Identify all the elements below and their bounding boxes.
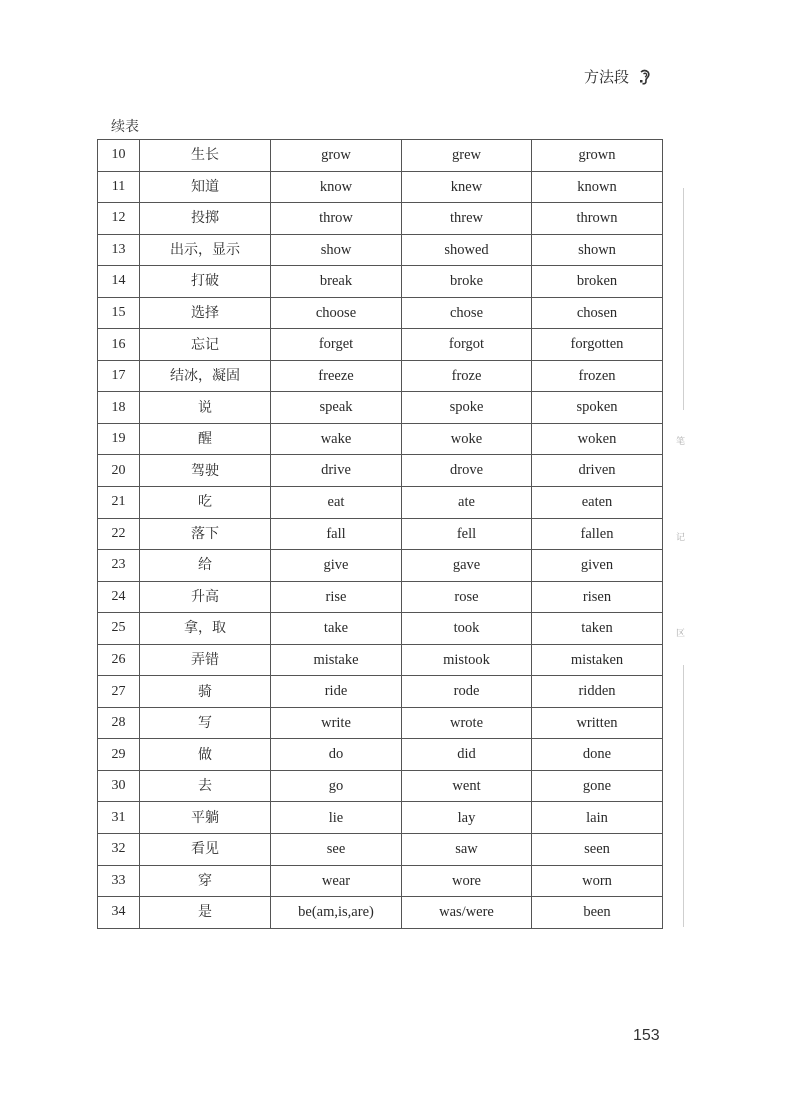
past-tense-cell: saw	[402, 834, 532, 866]
base-form-cell: go	[271, 770, 402, 802]
table-row	[98, 455, 663, 487]
past-participle-cell: spoken	[532, 392, 663, 424]
base-form-cell: forget	[271, 329, 402, 361]
past-participle-cell: written	[532, 707, 663, 739]
past-participle-cell: driven	[532, 455, 663, 487]
base-form-cell: break	[271, 266, 402, 298]
row-number-cell: 24	[98, 581, 140, 613]
past-participle-cell: shown	[532, 234, 663, 266]
row-number-cell: 21	[98, 487, 140, 519]
row-number-cell: 10	[98, 140, 140, 172]
table-row	[98, 234, 663, 266]
chinese-meaning-cell: 打破	[140, 266, 271, 298]
past-tense-cell: fell	[402, 518, 532, 550]
table-row	[98, 329, 663, 361]
chinese-meaning-cell: 知道	[140, 171, 271, 203]
notes-divider-bottom	[683, 665, 684, 927]
table-row	[98, 644, 663, 676]
table-row	[98, 550, 663, 582]
base-form-cell: speak	[271, 392, 402, 424]
table-row	[98, 203, 663, 235]
past-tense-cell: spoke	[402, 392, 532, 424]
base-form-cell: rise	[271, 581, 402, 613]
base-form-cell: mistake	[271, 644, 402, 676]
row-number-cell: 19	[98, 423, 140, 455]
table-row	[98, 171, 663, 203]
past-participle-cell: been	[532, 897, 663, 929]
chinese-meaning-cell: 出示，显示	[140, 234, 271, 266]
chinese-meaning-cell: 给	[140, 550, 271, 582]
past-tense-cell: grew	[402, 140, 532, 172]
page-number: 153	[633, 1027, 660, 1044]
table-row	[98, 297, 663, 329]
chinese-meaning-cell: 骑	[140, 676, 271, 708]
chinese-meaning-cell: 升高	[140, 581, 271, 613]
chinese-meaning-cell: 结冰，凝固	[140, 360, 271, 392]
past-participle-cell: fallen	[532, 518, 663, 550]
past-participle-cell: ridden	[532, 676, 663, 708]
base-form-cell: wake	[271, 423, 402, 455]
past-tense-cell: chose	[402, 297, 532, 329]
past-participle-cell: taken	[532, 613, 663, 645]
past-participle-cell: worn	[532, 865, 663, 897]
table-row	[98, 423, 663, 455]
past-tense-cell: woke	[402, 423, 532, 455]
chinese-meaning-cell: 生长	[140, 140, 271, 172]
past-participle-cell: lain	[532, 802, 663, 834]
chinese-meaning-cell: 吃	[140, 487, 271, 519]
table-row	[98, 266, 663, 298]
base-form-cell: choose	[271, 297, 402, 329]
chinese-meaning-cell: 忘记	[140, 329, 271, 361]
base-form-cell: show	[271, 234, 402, 266]
table-caption: 续表	[111, 119, 139, 135]
row-number-cell: 11	[98, 171, 140, 203]
row-number-cell: 30	[98, 770, 140, 802]
past-participle-cell: forgotten	[532, 329, 663, 361]
row-number-cell: 15	[98, 297, 140, 329]
chinese-meaning-cell: 看见	[140, 834, 271, 866]
past-tense-cell: gave	[402, 550, 532, 582]
table-row	[98, 770, 663, 802]
table-row	[98, 676, 663, 708]
past-tense-cell: took	[402, 613, 532, 645]
table-row	[98, 581, 663, 613]
chinese-meaning-cell: 投掷	[140, 203, 271, 235]
row-number-cell: 33	[98, 865, 140, 897]
chinese-meaning-cell: 平躺	[140, 802, 271, 834]
row-number-cell: 13	[98, 234, 140, 266]
chinese-meaning-cell: 是	[140, 897, 271, 929]
notes-char-2: 记	[676, 533, 686, 543]
base-form-cell: be(am,is,are)	[271, 897, 402, 929]
table-row	[98, 140, 663, 172]
table-row	[98, 802, 663, 834]
table-row	[98, 360, 663, 392]
row-number-cell: 23	[98, 550, 140, 582]
base-form-cell: take	[271, 613, 402, 645]
row-number-cell: 28	[98, 707, 140, 739]
row-number-cell: 27	[98, 676, 140, 708]
row-number-cell: 29	[98, 739, 140, 771]
chinese-meaning-cell: 落下	[140, 518, 271, 550]
past-tense-cell: did	[402, 739, 532, 771]
past-tense-cell: froze	[402, 360, 532, 392]
chinese-meaning-cell: 去	[140, 770, 271, 802]
base-form-cell: eat	[271, 487, 402, 519]
row-number-cell: 12	[98, 203, 140, 235]
past-tense-cell: wore	[402, 865, 532, 897]
chinese-meaning-cell: 拿，取	[140, 613, 271, 645]
table-row	[98, 392, 663, 424]
past-participle-cell: mistaken	[532, 644, 663, 676]
past-participle-cell: thrown	[532, 203, 663, 235]
past-participle-cell: eaten	[532, 487, 663, 519]
past-tense-cell: was/were	[402, 897, 532, 929]
past-participle-cell: frozen	[532, 360, 663, 392]
row-number-cell: 25	[98, 613, 140, 645]
ear-icon	[638, 69, 651, 85]
past-participle-cell: given	[532, 550, 663, 582]
base-form-cell: wear	[271, 865, 402, 897]
row-number-cell: 20	[98, 455, 140, 487]
past-tense-cell: knew	[402, 171, 532, 203]
past-participle-cell: grown	[532, 140, 663, 172]
row-number-cell: 32	[98, 834, 140, 866]
base-form-cell: grow	[271, 140, 402, 172]
table-row	[98, 487, 663, 519]
base-form-cell: know	[271, 171, 402, 203]
past-tense-cell: forgot	[402, 329, 532, 361]
base-form-cell: fall	[271, 518, 402, 550]
past-tense-cell: rose	[402, 581, 532, 613]
notes-divider-top	[683, 188, 684, 410]
table-row	[98, 613, 663, 645]
table-row	[98, 834, 663, 866]
table-row	[98, 518, 663, 550]
base-form-cell: write	[271, 707, 402, 739]
base-form-cell: see	[271, 834, 402, 866]
row-number-cell: 17	[98, 360, 140, 392]
table-row	[98, 739, 663, 771]
past-participle-cell: seen	[532, 834, 663, 866]
past-tense-cell: showed	[402, 234, 532, 266]
past-tense-cell: ate	[402, 487, 532, 519]
chinese-meaning-cell: 说	[140, 392, 271, 424]
past-participle-cell: known	[532, 171, 663, 203]
chinese-meaning-cell: 醒	[140, 423, 271, 455]
base-form-cell: drive	[271, 455, 402, 487]
section-title: 方法段	[584, 68, 630, 86]
past-tense-cell: drove	[402, 455, 532, 487]
base-form-cell: ride	[271, 676, 402, 708]
row-number-cell: 31	[98, 802, 140, 834]
past-tense-cell: went	[402, 770, 532, 802]
row-number-cell: 18	[98, 392, 140, 424]
table-row	[98, 897, 663, 929]
running-header	[584, 66, 651, 87]
past-participle-cell: chosen	[532, 297, 663, 329]
chinese-meaning-cell: 驾驶	[140, 455, 271, 487]
row-number-cell: 16	[98, 329, 140, 361]
past-participle-cell: risen	[532, 581, 663, 613]
past-tense-cell: rode	[402, 676, 532, 708]
past-tense-cell: mistook	[402, 644, 532, 676]
base-form-cell: lie	[271, 802, 402, 834]
chinese-meaning-cell: 弄错	[140, 644, 271, 676]
chinese-meaning-cell: 做	[140, 739, 271, 771]
table-row	[98, 865, 663, 897]
base-form-cell: do	[271, 739, 402, 771]
chinese-meaning-cell: 选择	[140, 297, 271, 329]
chinese-meaning-cell: 穿	[140, 865, 271, 897]
past-participle-cell: woken	[532, 423, 663, 455]
row-number-cell: 34	[98, 897, 140, 929]
past-participle-cell: gone	[532, 770, 663, 802]
past-tense-cell: broke	[402, 266, 532, 298]
notes-char-1: 笔	[676, 437, 686, 447]
base-form-cell: give	[271, 550, 402, 582]
row-number-cell: 26	[98, 644, 140, 676]
irregular-verbs-table	[97, 139, 663, 929]
past-participle-cell: broken	[532, 266, 663, 298]
past-tense-cell: threw	[402, 203, 532, 235]
chinese-meaning-cell: 写	[140, 707, 271, 739]
table-row	[98, 707, 663, 739]
base-form-cell: throw	[271, 203, 402, 235]
notes-char-3: 区	[676, 629, 686, 639]
base-form-cell: freeze	[271, 360, 402, 392]
row-number-cell: 22	[98, 518, 140, 550]
past-tense-cell: lay	[402, 802, 532, 834]
row-number-cell: 14	[98, 266, 140, 298]
past-participle-cell: done	[532, 739, 663, 771]
past-tense-cell: wrote	[402, 707, 532, 739]
